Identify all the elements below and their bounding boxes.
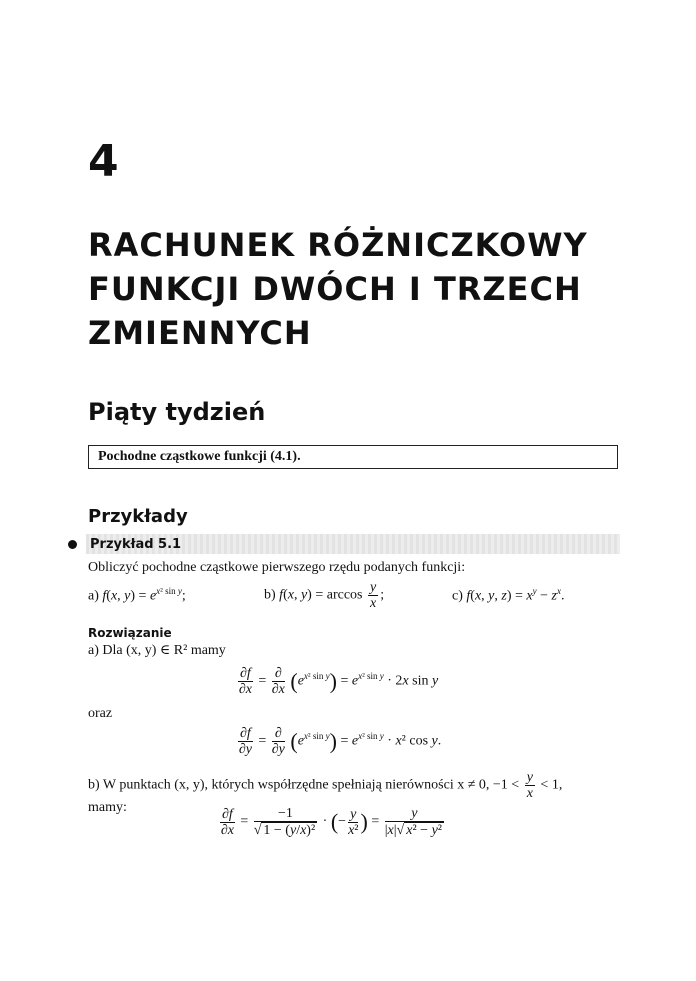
equation-df-dx: $\frac{\partial f}{\partial x}$ = $\frac{\partial}{\partial x}$ $(e^{x^2 sin y}) = e^{x^2 sin y} \cdot 2x$ sin y — [238, 666, 439, 697]
oraz-text: oraz — [88, 706, 113, 721]
mamy-text: mamy: — [88, 800, 127, 815]
function-a: a) f(x, $y) = e^{x^2 sin y}$; — [88, 586, 186, 604]
bullet-icon — [68, 540, 77, 549]
equation-arccos-derivative: $\frac{\partial f}{\partial x}$ = $\frac{-1}{\text{√ 1 − (y/x)²}}$ · (− $\frac{y}{\text{x²}}$ ) = $\frac{y}{\text{|x|√ x² − y²}}$ — [220, 806, 442, 838]
chapter-title-line-3: ZMIENNYCH — [88, 314, 312, 352]
topic-box-text: Pochodne cząstkowe funkcji (4.1). — [98, 449, 301, 464]
function-c: c) f(x, y, $z) = x^y - z^x$. — [452, 586, 565, 604]
chapter-number: 4 — [88, 136, 119, 187]
function-b: b) f(x, y) = arccos $\frac{y}{x}$ ; — [264, 580, 385, 611]
topic-box — [88, 445, 618, 469]
solution-heading: Rozwiązanie — [88, 626, 172, 640]
examples-heading: Przykłady — [88, 506, 188, 527]
example-prompt: Obliczyć pochodne cząstkowe pierwszego rzędu podanych funkcji: — [88, 560, 466, 575]
chapter-title-line-1: RACHUNEK RÓŻNICZKOWY — [88, 226, 588, 264]
chapter-title-line-2: FUNKCJI DWÓCH I TRZECH — [88, 270, 582, 308]
equation-df-dy: $\frac{\partial f}{\partial y}$ = $\frac{\partial}{\partial y}$ $(e^{x^2 sin y}) = e^{x^2 sin y} \cdot x^2$ cos y. — [238, 726, 442, 757]
week-heading: Piąty tydzień — [88, 398, 266, 426]
solution-a-intro: a) Dla (x, y) ∈ R² mamy — [88, 643, 226, 658]
solution-b-text: b) W punktach (x, y), których współrzędne spełniają nierówności x ≠ 0, −1 < $\frac{y}{x}$ < 1, — [88, 770, 563, 801]
example-title: Przykład 5.1 — [90, 537, 182, 552]
